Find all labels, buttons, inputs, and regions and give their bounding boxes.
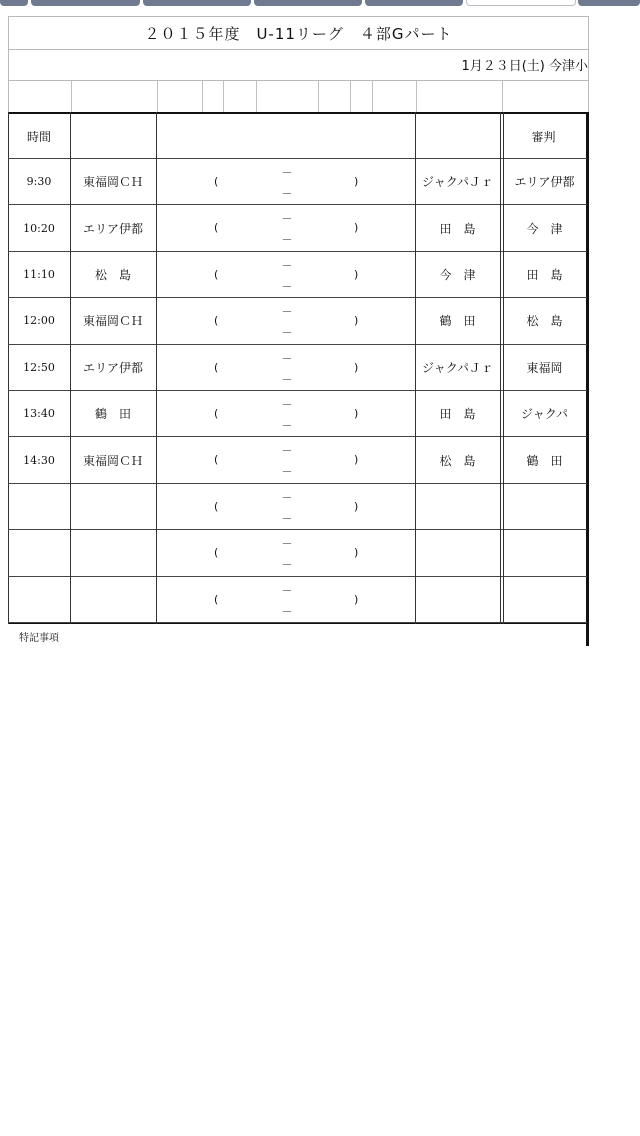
score-dash-bottom: － <box>281 187 293 200</box>
score-paren-close: ) <box>354 314 359 328</box>
match-opponent <box>415 484 500 529</box>
score-paren-open: ( <box>214 314 219 328</box>
score-paren-open: ( <box>214 267 219 281</box>
score-dash-bottom: － <box>281 279 293 293</box>
match-time: 12:00 <box>23 314 55 328</box>
score-dash-top: － <box>281 490 293 504</box>
match-time <box>8 530 70 575</box>
match-referee: 鶴 田 <box>526 453 563 468</box>
sheet-tab-active[interactable] <box>466 0 576 6</box>
score-dash-top: － <box>281 351 293 365</box>
match-opponent: ジャクパＪｒ <box>421 175 494 190</box>
match-opponent: 田 島 <box>439 221 476 236</box>
match-team: 東福岡ＣＨ <box>82 314 143 329</box>
score-paren-close: ) <box>354 175 359 188</box>
score-dash-bottom: － <box>281 558 293 572</box>
tab-strip <box>0 0 640 7</box>
match-referee <box>503 484 586 529</box>
match-opponent: ジャクパＪｒ <box>421 360 494 375</box>
score-paren-open: ( <box>214 221 219 235</box>
score-dash-bottom: － <box>281 326 293 340</box>
sheet-tab-5[interactable] <box>365 0 463 6</box>
match-opponent: 田 島 <box>439 407 476 422</box>
score-dash-top: － <box>281 583 293 597</box>
notes-label: 特記事項 <box>19 633 59 644</box>
match-team: 松 島 <box>94 267 131 282</box>
score-dash-bottom: － <box>281 372 293 386</box>
schedule-table <box>8 112 588 624</box>
match-opponent <box>415 530 500 575</box>
match-referee: 今 津 <box>526 221 563 236</box>
score-dash-top: － <box>281 212 293 226</box>
match-team: エリア伊都 <box>82 360 143 375</box>
score-paren-close: ) <box>354 592 359 606</box>
date-venue <box>8 49 589 80</box>
sheet-tab-1[interactable] <box>0 0 28 6</box>
score-dash-bottom: － <box>281 604 293 618</box>
score-paren-open: ( <box>214 592 219 606</box>
score-dash-bottom: － <box>281 419 293 432</box>
score-paren-close: ) <box>354 499 359 513</box>
header-time <box>8 114 70 158</box>
match-time <box>8 577 70 622</box>
sheet-tab-2[interactable] <box>31 0 140 6</box>
match-team <box>70 530 156 575</box>
match-opponent: 鶴 田 <box>439 314 476 329</box>
match-team: 東福岡ＣＨ <box>82 175 143 190</box>
score-dash-top: － <box>281 444 293 458</box>
match-team <box>70 484 156 529</box>
score-dash-top: － <box>281 305 293 319</box>
match-team: 東福岡ＣＨ <box>82 453 143 468</box>
score-paren-close: ) <box>354 360 359 374</box>
match-referee: エリア伊都 <box>514 175 575 190</box>
score-paren-open: ( <box>214 546 219 560</box>
match-opponent: 今 津 <box>439 267 476 282</box>
score-dash-top: － <box>281 166 293 179</box>
header-referee-label: 審判 <box>531 129 556 144</box>
score-paren-close: ) <box>354 546 359 560</box>
score-paren-close: ) <box>354 453 359 467</box>
match-referee: ジャクパ <box>520 407 569 422</box>
score-paren-open: ( <box>214 407 219 420</box>
score-dash-bottom: － <box>281 465 293 479</box>
match-opponent: 松 島 <box>439 453 476 468</box>
match-team: エリア伊都 <box>82 221 143 236</box>
score-paren-close: ) <box>354 221 359 235</box>
match-referee <box>503 530 586 575</box>
score-dash-top: － <box>281 258 293 272</box>
score-paren-open: ( <box>214 499 219 513</box>
header-time-label: 時間 <box>26 129 51 144</box>
score-paren-close: ) <box>354 267 359 281</box>
match-referee: 東福岡 <box>526 360 563 375</box>
match-time <box>8 484 70 529</box>
match-opponent <box>415 577 500 622</box>
score-paren-open: ( <box>214 453 219 467</box>
sheet-tab-4[interactable] <box>254 0 362 6</box>
score-dash-bottom: － <box>281 233 293 247</box>
page-title: ２０１５年度 U-11リーグ ４部Gパート <box>8 16 589 50</box>
score-paren-open: ( <box>214 175 219 188</box>
match-time: 11:10 <box>23 267 55 281</box>
match-referee: 田 島 <box>526 267 563 282</box>
match-referee: 松 島 <box>526 314 563 329</box>
match-team: 鶴 田 <box>94 407 131 422</box>
sheet-tab-3[interactable] <box>143 0 251 6</box>
score-paren-close: ) <box>354 407 359 420</box>
match-team <box>70 577 156 622</box>
date-venue-text: 1月２３日(土) 今津小 <box>461 59 588 74</box>
match-time: 13:40 <box>23 407 55 421</box>
match-time: 12:50 <box>23 360 55 374</box>
header-referee <box>501 114 586 158</box>
match-referee <box>503 577 586 622</box>
match-time: 9:30 <box>26 175 52 189</box>
score-paren-open: ( <box>214 360 219 374</box>
sheet-tab-7[interactable] <box>578 0 640 6</box>
match-time: 10:20 <box>23 221 55 235</box>
score-dash-top: － <box>281 537 293 551</box>
blank-header-row <box>8 80 589 113</box>
match-time: 14:30 <box>23 453 55 467</box>
score-dash-top: － <box>281 398 293 411</box>
score-dash-bottom: － <box>281 511 293 525</box>
